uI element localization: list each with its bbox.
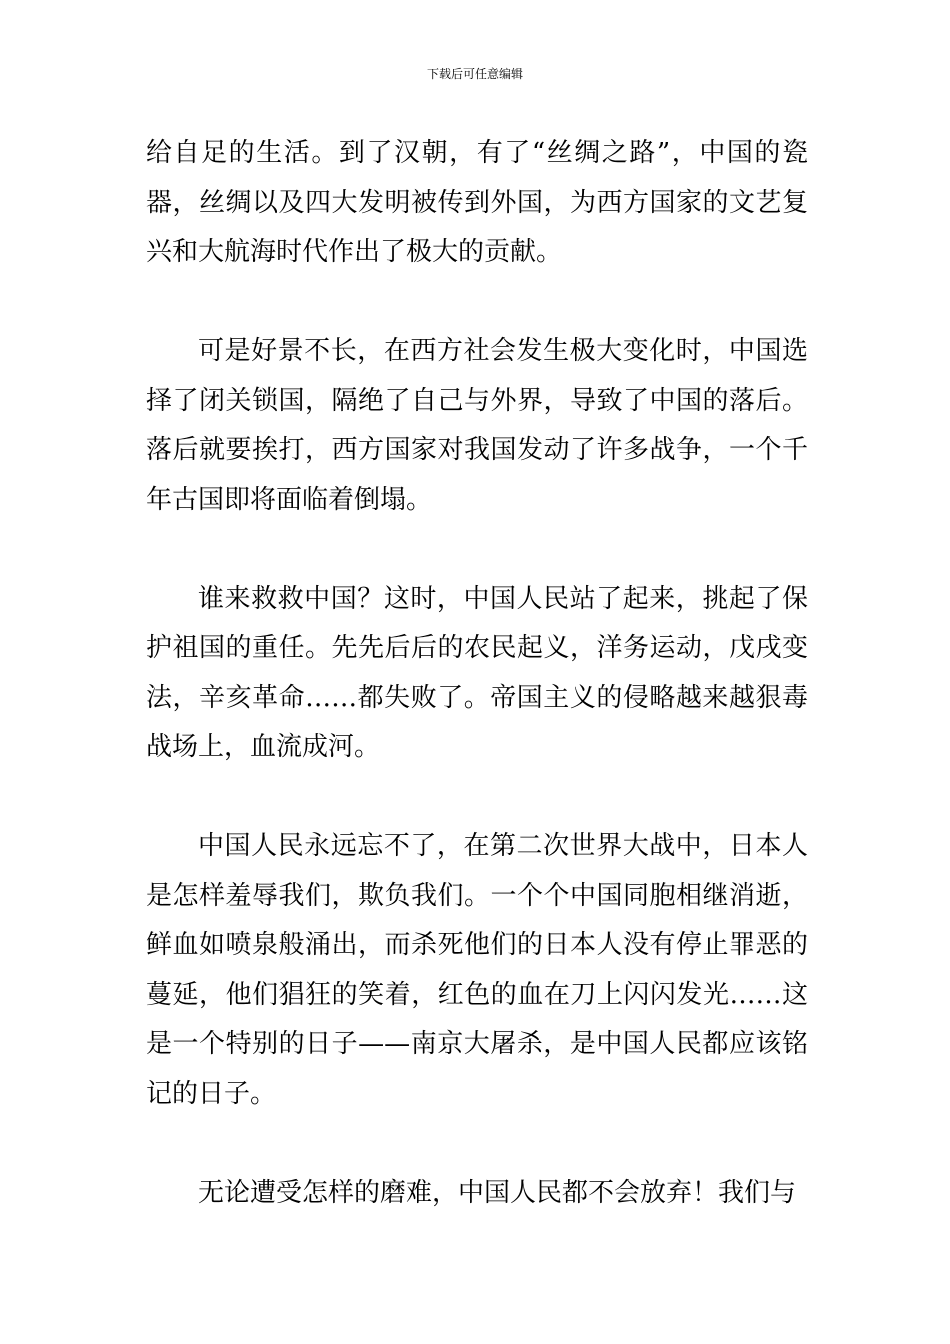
document-body: [146, 129, 808, 1218]
header-note: 下载后可任意编辑: [426, 67, 523, 81]
paragraph: 中国人民永远忘不了，在第二次世界大战中，日本人是怎样羞辱我们，欺负我们。一个个中国同胞相继消逝，鲜血如喷泉般涌出，而杀死他们的日本人没有停止罪恶的蔓延，他们猖狂的笑着，红色的血在刀上闪闪发光……这是一个特别的日子——南京大屠杀，是中国人民都应该铭记的日子。: [146, 831, 808, 1109]
paragraph: 谁来救救中国？这时，中国人民站了起来，挑起了保护祖国的重任。先先后后的农民起义，洋务运动，戊戌变法，辛亥革命……都失败了。帝国主义的侵略越来越狠毒战场上，血流成河。: [146, 583, 808, 762]
paragraph: 可是好景不长，在西方社会发生极大变化时，中国选择了闭关锁国，隔绝了自己与外界，导致了中国的落后。落后就要挨打，西方国家对我国发动了许多战争，一个千年古国即将面临着倒塌。: [146, 336, 808, 515]
paragraph-continuation: 给自足的生活。到了汉朝，有了“丝绸之路”，中国的瓷器，丝绸以及四大发明被传到外国，为西方国家的文艺复兴和大航海时代作出了极大的贡献。: [146, 138, 808, 267]
paragraph: 无论遭受怎样的磨难，中国人民都不会放弃！我们与: [198, 1177, 797, 1208]
